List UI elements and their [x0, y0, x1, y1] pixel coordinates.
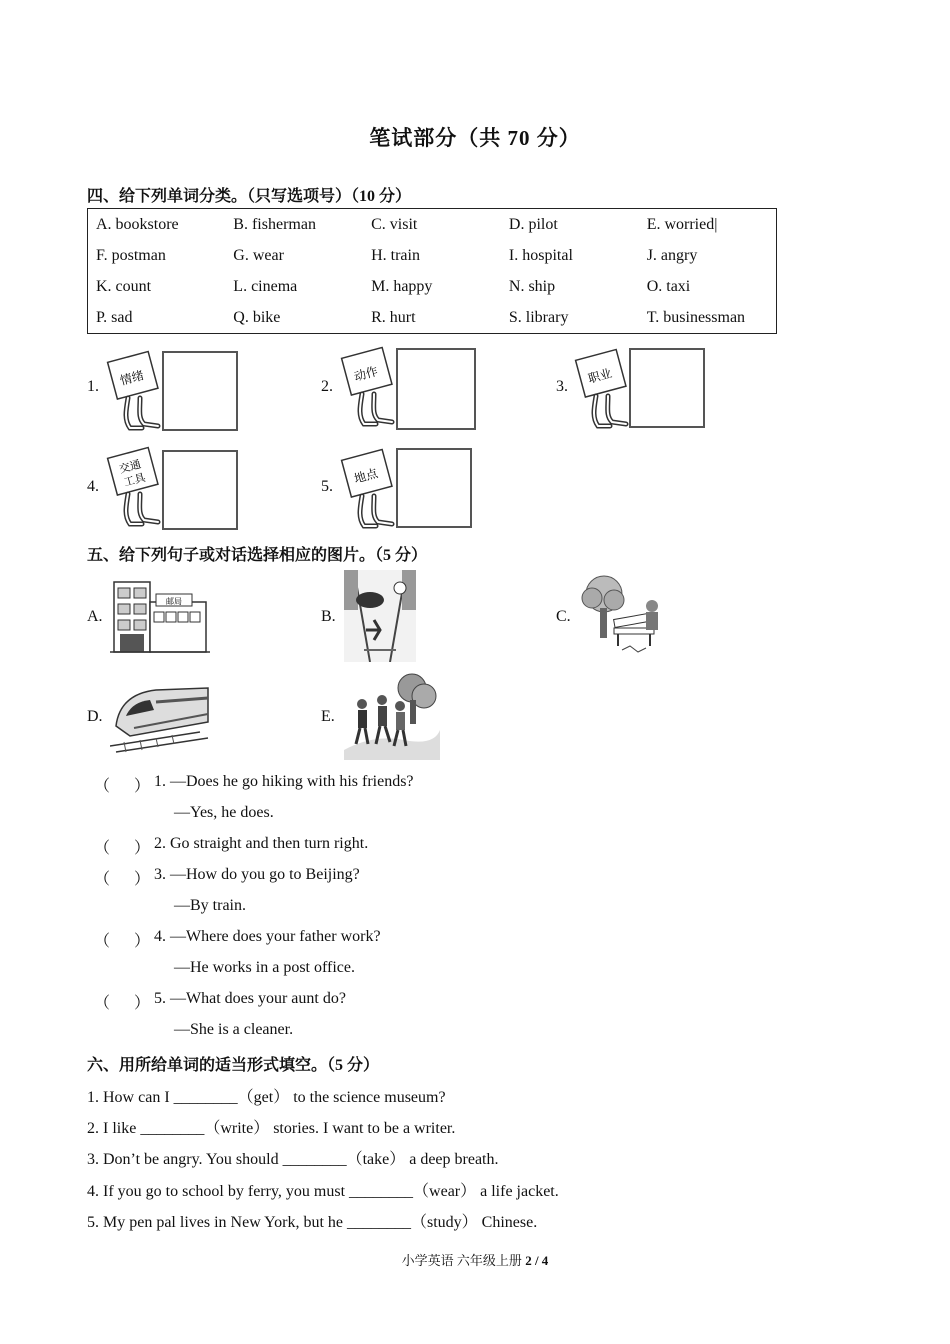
picture-label: B.: [321, 608, 336, 625]
word-option: C. visit: [371, 215, 418, 233]
paren-close: ）: [134, 933, 151, 950]
word-option: A. bookstore: [96, 215, 179, 233]
word-option: I. hospital: [508, 246, 573, 264]
word-option: E. worried|: [646, 215, 718, 233]
question-text: 1. —Does he go hiking with his friends?: [154, 773, 414, 790]
question-text: 4. —Where does your father work?: [154, 928, 381, 945]
sign-holder-icon: [106, 348, 166, 432]
category-number: 5.: [321, 478, 333, 495]
picture-label: E.: [321, 708, 335, 725]
category-number: 3.: [556, 378, 568, 395]
word-option: Q. bike: [233, 308, 281, 326]
word-option: H. train: [371, 246, 420, 264]
word-option: N. ship: [508, 277, 556, 295]
word-option: B. fisherman: [233, 215, 316, 233]
answer-text: —Yes, he does.: [174, 804, 274, 821]
paren-open: （: [94, 933, 111, 950]
answer-paren[interactable]: [94, 990, 150, 1013]
table-row: [88, 209, 777, 241]
section-6-heading: 六、用所给单词的适当形式填空。（5 分）: [87, 1057, 380, 1074]
paren-open: （: [94, 871, 111, 888]
sign-holder-icon: [340, 344, 400, 430]
paren-close: ）: [134, 840, 151, 857]
picture-label: D.: [87, 708, 103, 725]
paren-open: （: [94, 840, 111, 857]
answer-box[interactable]: [162, 450, 238, 530]
page-title: 笔试部分（共 70 分）: [369, 126, 581, 150]
section-4-heading: 四、给下列单词分类。（只写选项号）（10 分）: [87, 188, 412, 205]
street-crossroads-icon: [344, 570, 416, 662]
picture-label: C.: [556, 608, 571, 625]
fill-blank-item: 3. Don’t be angry. You should ________（take） a deep breath.: [87, 1151, 499, 1168]
word-option: F. postman: [96, 246, 166, 264]
word-option: G. wear: [233, 246, 284, 264]
question-text: 5. —What does your aunt do?: [154, 990, 346, 1007]
fill-blank-item: 5. My pen pal lives in New York, but he ________（study） Chinese.: [87, 1214, 538, 1231]
footer-text: 小学英语 六年级上册: [401, 1253, 526, 1268]
answer-paren[interactable]: [94, 773, 150, 796]
fill-blank-item: 4. If you go to school by ferry, you must ________（wear） a life jacket.: [87, 1183, 559, 1200]
word-option: P. sad: [96, 308, 133, 326]
park-bench-tree-icon: [578, 572, 670, 658]
word-option: K. count: [96, 277, 152, 295]
train-icon: [110, 680, 212, 754]
fill-blank-item: 1. How can I ________（get） to the science museum?: [87, 1089, 446, 1106]
table-row: [88, 271, 777, 302]
post-office-building-icon: [110, 578, 212, 656]
answer-paren[interactable]: [94, 866, 150, 889]
word-option: R. hurt: [371, 308, 416, 326]
category-number: 2.: [321, 378, 333, 395]
category-sign-label: 动作: [352, 364, 380, 384]
question-text: 2. Go straight and then turn right.: [154, 835, 369, 852]
category-sign-label: 情绪: [118, 368, 146, 388]
answer-box[interactable]: [396, 348, 476, 430]
category-sign-label: 地点: [352, 466, 380, 486]
category-sign-label: 工具: [122, 470, 147, 490]
answer-box[interactable]: [629, 348, 705, 428]
category-number: 4.: [87, 478, 99, 495]
fill-blank-item: 2. I like ________（write） stories. I want to be a writer.: [87, 1120, 456, 1137]
page-number: 2 / 4: [525, 1253, 549, 1268]
category-sign-label: 职业: [586, 366, 614, 386]
answer-box[interactable]: [162, 351, 238, 431]
answer-text: —By train.: [174, 897, 246, 914]
post-office-sign-label: 邮局: [166, 597, 182, 606]
section-5-heading: 五、给下列句子或对话选择相应的图片。（5 分）: [87, 547, 428, 564]
answer-paren[interactable]: [94, 835, 150, 858]
paren-open: （: [94, 995, 111, 1012]
hiking-children-icon: [344, 670, 440, 760]
word-option: O. taxi: [646, 277, 691, 295]
word-option: M. happy: [371, 277, 433, 295]
word-option: S. library: [508, 308, 569, 326]
table-row: [88, 302, 777, 334]
answer-paren[interactable]: [94, 928, 150, 951]
answer-box[interactable]: [396, 448, 472, 528]
sign-holder-icon: [340, 446, 400, 530]
word-option: J. angry: [646, 246, 698, 264]
word-option: L. cinema: [233, 277, 298, 295]
picture-label: A.: [87, 608, 103, 625]
paren-close: ）: [134, 778, 151, 795]
word-option: T. businessman: [646, 308, 746, 326]
question-text: 3. —How do you go to Beijing?: [154, 866, 360, 883]
page-footer: [0, 1250, 950, 1269]
answer-text: —He works in a post office.: [174, 959, 355, 976]
word-bank-table: [87, 208, 777, 334]
paren-open: （: [94, 778, 111, 795]
category-number: 1.: [87, 378, 99, 395]
table-row: [88, 240, 777, 271]
paren-close: ）: [134, 871, 151, 888]
category-sign-label: 交通: [117, 457, 143, 476]
paren-close: ）: [134, 995, 151, 1012]
answer-text: —She is a cleaner.: [174, 1021, 294, 1038]
sign-holder-icon: [106, 444, 166, 530]
sign-holder-icon: [574, 346, 634, 430]
word-option: D. pilot: [508, 215, 558, 233]
